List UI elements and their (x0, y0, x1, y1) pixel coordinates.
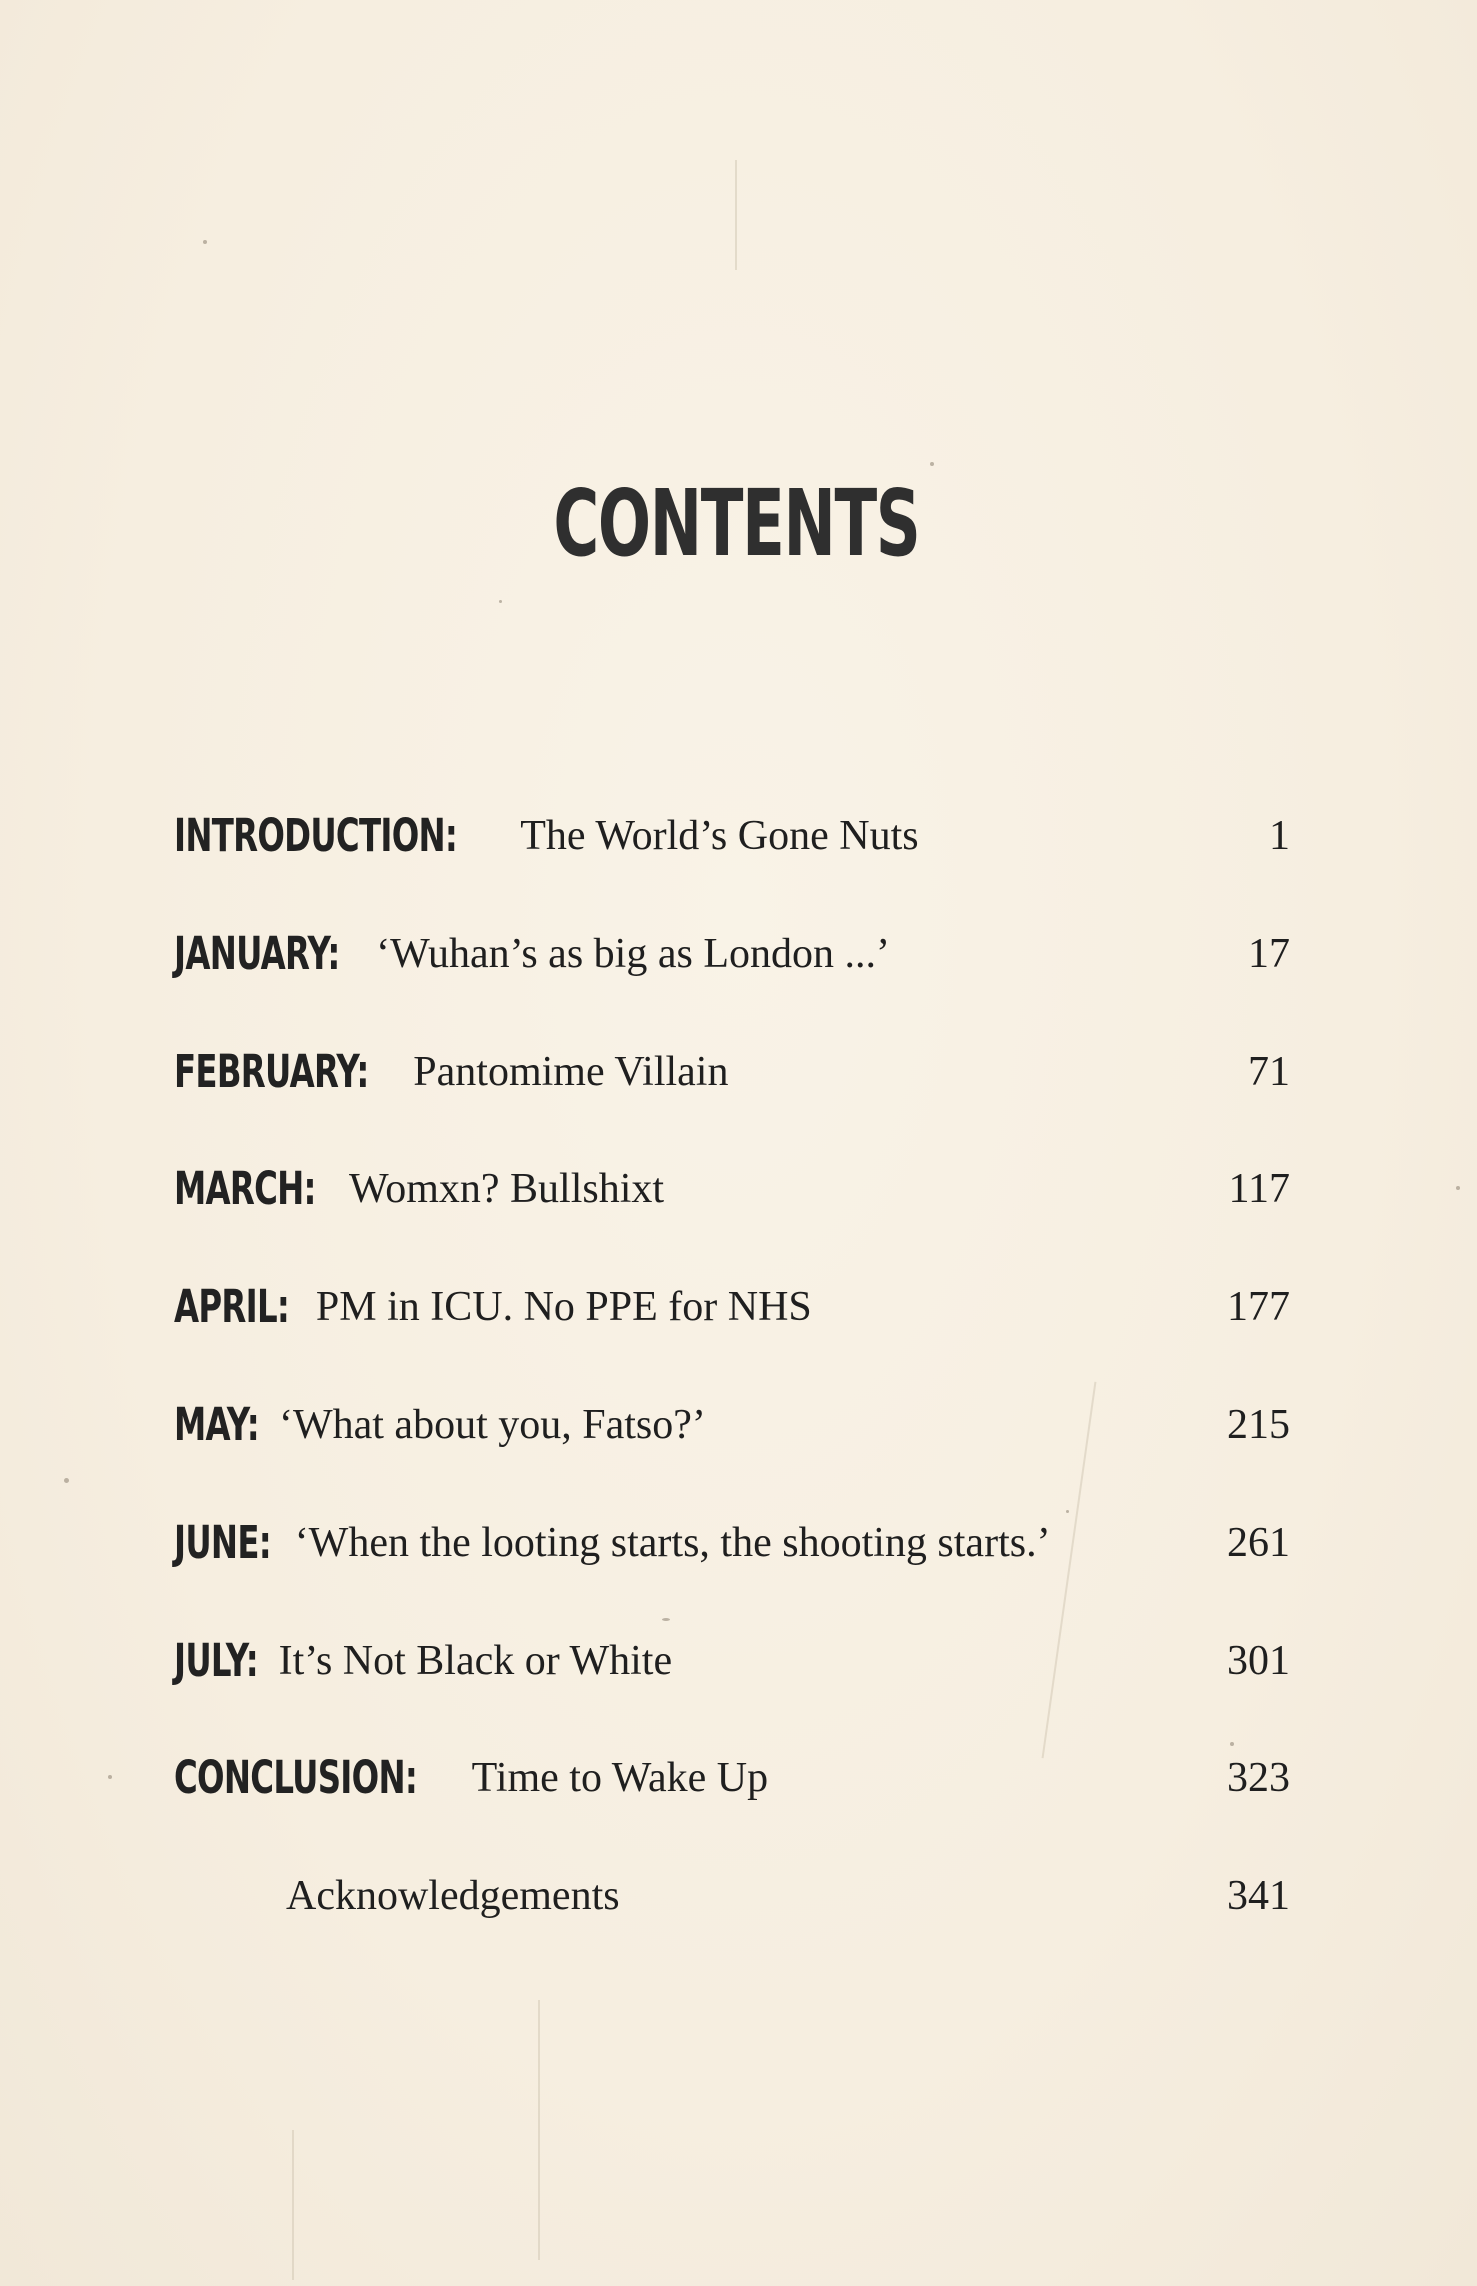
chapter-label: APRIL: (174, 1280, 290, 1334)
chapter-title: Acknowledgements (286, 1873, 620, 1920)
chapter-label: JUNE: (174, 1515, 271, 1569)
paper-speck (108, 1775, 112, 1779)
chapter-label: JANUARY: (174, 926, 340, 980)
toc-entry-march[interactable] (174, 1161, 1290, 1279)
chapter-title: ‘When the looting starts, the shooting starts.’ (294, 1519, 1051, 1566)
page-number: 261 (1227, 1519, 1290, 1566)
toc-entry-june[interactable] (174, 1515, 1290, 1633)
paper-speck (499, 600, 502, 603)
paper-speck (203, 240, 207, 244)
page-number: 71 (1248, 1048, 1290, 1095)
toc-entry-january[interactable] (174, 926, 1290, 1044)
chapter-label: FEBRUARY: (174, 1044, 369, 1098)
toc-entry-may[interactable] (174, 1397, 1290, 1515)
page-number: 301 (1227, 1637, 1290, 1684)
toc-entry-july[interactable] (174, 1633, 1290, 1751)
chapter-title: ‘Wuhan’s as big as London ...’ (376, 930, 890, 977)
page-number: 341 (1227, 1873, 1290, 1920)
chapter-label: CONCLUSION: (174, 1751, 418, 1805)
chapter-title: Pantomime Villain (413, 1048, 729, 1095)
paper-scratch (538, 2000, 540, 2260)
chapter-title: ‘What about you, Fatso?’ (278, 1401, 706, 1448)
page-number: 215 (1227, 1401, 1290, 1448)
toc-entry-acknowledgements[interactable] (174, 1868, 1290, 1986)
page-number: 323 (1227, 1755, 1290, 1802)
paper-speck (930, 462, 934, 466)
table-of-contents (174, 808, 1290, 1986)
toc-entry-introduction[interactable] (174, 808, 1290, 926)
chapter-title: Womxn? Bullshixt (348, 1166, 665, 1213)
chapter-title: It’s Not Black or White (278, 1637, 673, 1684)
paper-speck (64, 1478, 69, 1483)
chapter-label: INTRODUCTION: (174, 809, 458, 862)
paper-scratch (735, 160, 737, 270)
toc-entry-april[interactable] (174, 1279, 1290, 1397)
chapter-title: PM in ICU. No PPE for NHS (315, 1284, 812, 1331)
paper-speck (1456, 1186, 1460, 1190)
toc-entry-conclusion[interactable] (174, 1750, 1290, 1868)
toc-entry-february[interactable] (174, 1044, 1290, 1162)
page-number: 177 (1227, 1284, 1290, 1331)
paper-scratch (292, 2130, 294, 2280)
chapter-title: The World’s Gone Nuts (520, 813, 919, 859)
chapter-label: MAY: (174, 1397, 259, 1451)
page-title: CONTENTS (553, 470, 920, 577)
page-number: 1 (1269, 813, 1290, 859)
chapter-title: Time to Wake Up (471, 1755, 769, 1802)
page-number: 117 (1228, 1166, 1290, 1213)
chapter-label: JULY: (174, 1633, 258, 1687)
page-number: 17 (1248, 930, 1290, 977)
chapter-label: MARCH: (174, 1162, 316, 1216)
